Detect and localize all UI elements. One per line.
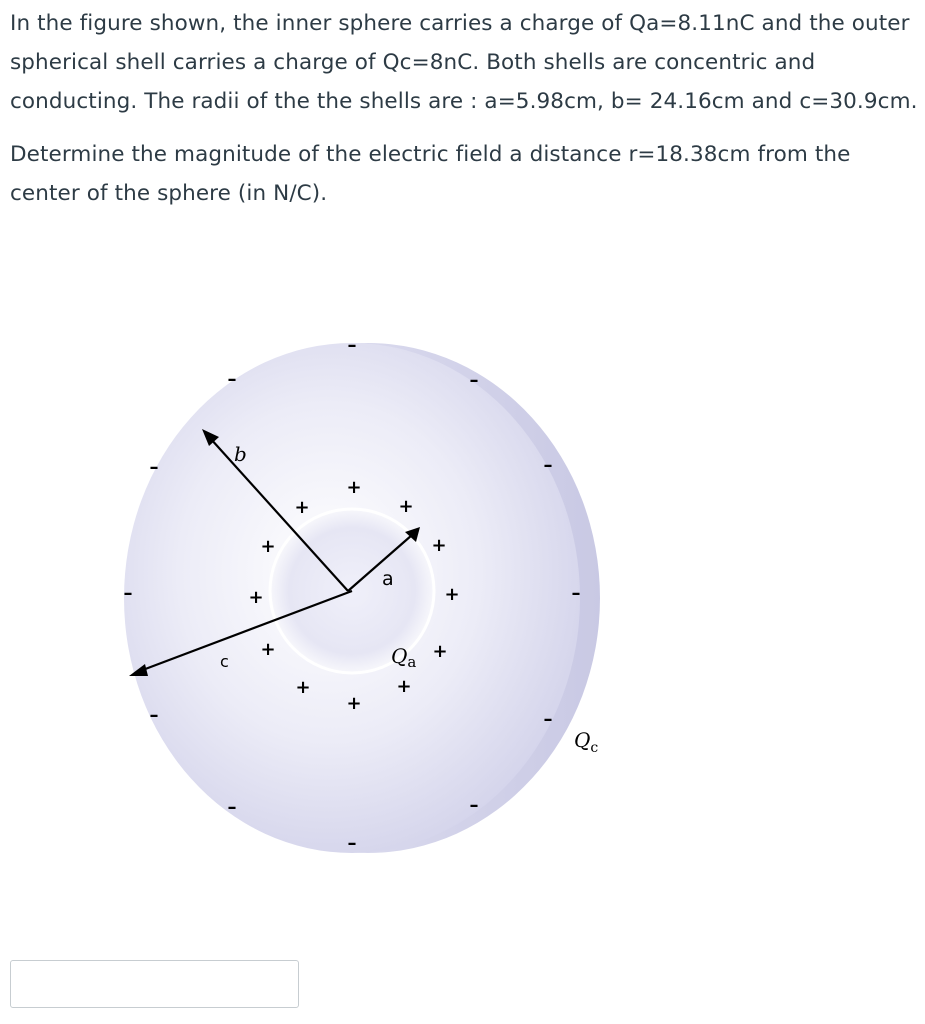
minus-charge: – bbox=[149, 457, 159, 478]
label-qa-main: Q bbox=[391, 644, 408, 668]
question-paragraph-1: In the figure shown, the inner sphere carries a charge of Qa=8.11nC and the outer spherical shell carries a charge of Qc=8nC. Both shells are concentric and conducting. The radii of the the shells are : a=5.98cm, b= 24.16cm and c=30.9cm. bbox=[10, 11, 918, 114]
label-qc-main: Q bbox=[574, 728, 591, 752]
label-qc-sub: c bbox=[590, 740, 599, 756]
minus-charge: – bbox=[469, 795, 479, 816]
plus-charge: + bbox=[248, 587, 264, 608]
minus-charge: – bbox=[347, 833, 357, 854]
label-b: b bbox=[234, 442, 247, 466]
plus-charge: + bbox=[346, 693, 362, 714]
figure-svg bbox=[120, 325, 620, 870]
plus-charge: + bbox=[432, 641, 448, 662]
label-qc bbox=[574, 728, 598, 756]
question-text bbox=[10, 4, 920, 213]
minus-charge: – bbox=[571, 583, 581, 604]
plus-charge: + bbox=[346, 477, 362, 498]
label-c: c bbox=[220, 652, 229, 671]
label-a: a bbox=[382, 568, 394, 590]
plus-charge: + bbox=[396, 676, 412, 697]
plus-charge: + bbox=[260, 639, 276, 660]
plus-charge: + bbox=[444, 584, 460, 605]
minus-charge: – bbox=[543, 709, 553, 730]
plus-charge: + bbox=[431, 535, 447, 556]
label-qa-sub: a bbox=[407, 653, 417, 671]
minus-charge: – bbox=[227, 369, 237, 390]
minus-charge: – bbox=[149, 705, 159, 726]
plus-charge: + bbox=[398, 496, 414, 517]
answer-input[interactable] bbox=[10, 960, 299, 1008]
minus-charge: – bbox=[227, 797, 237, 818]
concentric-shells-figure bbox=[120, 325, 620, 870]
minus-charge: – bbox=[469, 370, 479, 391]
plus-charge: + bbox=[295, 677, 311, 698]
question-paragraph-2: Determine the magnitude of the electric field a distance r=18.38cm from the center of the sphere (in N/C). bbox=[10, 142, 851, 206]
plus-charge: + bbox=[294, 497, 310, 518]
minus-charge: – bbox=[543, 455, 553, 476]
minus-charge: – bbox=[347, 335, 357, 356]
minus-charge: – bbox=[123, 583, 133, 604]
plus-charge: + bbox=[260, 536, 276, 557]
